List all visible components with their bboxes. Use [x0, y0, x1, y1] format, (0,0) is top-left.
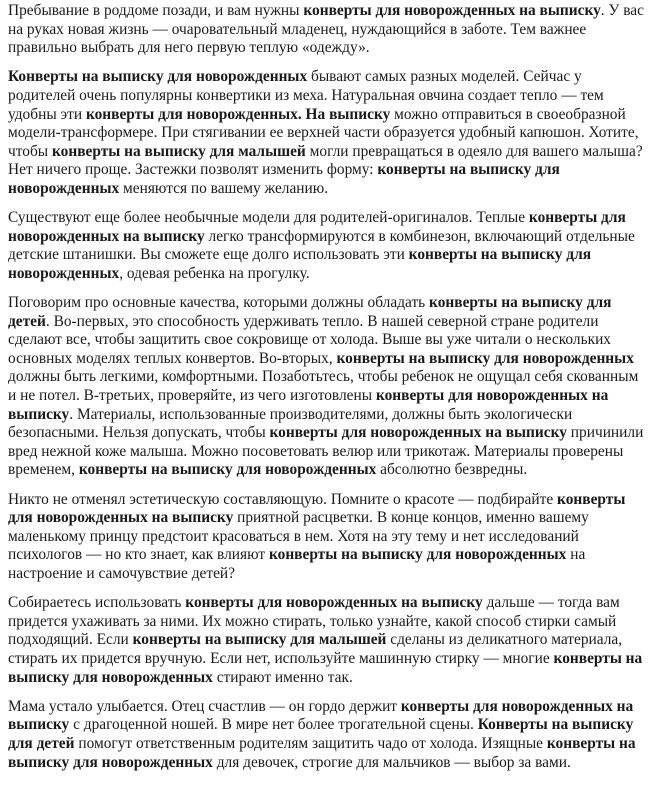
text-run: должны быть легкими, комфортными. Позаботьтесь, чтобы ребенок не ощущал себя скованным и не потел. В-третьих, проверяйте, из чего изготовлены	[8, 368, 639, 405]
text-run: сделаны из деликатного материала, стирать их придется вручную. Если нет, используйте машинную стирку — многие	[8, 631, 623, 667]
paragraph-6	[8, 594, 648, 687]
paragraph-4	[8, 294, 648, 480]
text-run: причинили вред нежной коже малыша. Можно посоветовать велюр или трикотаж. Материалы проверены временем,	[8, 424, 644, 479]
text-run: . Во-первых, это способность удерживать тепло. В нашей северной стране родители сделают все, чтобы защитить свое сокровище от холода. Выше вы уже читали о нескольких основных моделях теплых конвертов. Во-вторых,	[8, 312, 611, 367]
keyword-phrase: конверты для новорожденных на выписку	[8, 387, 609, 423]
keyword-phrase: конверты на выписку для новорожденных	[336, 349, 634, 367]
keyword-phrase: конверты для новорожденных на выписку	[269, 424, 567, 442]
keyword-phrase: конверты для новорожденных. На выписку	[85, 105, 391, 123]
keyword-phrase: конверты на выписку для новорожденных	[8, 734, 636, 771]
keyword-phrase: конверты для новорожденных на выписку	[303, 2, 601, 19]
keyword-phrase: конверты на выписку для малышей	[132, 631, 387, 649]
keyword-phrase: конверты на выписку для новорожденных	[8, 161, 560, 197]
text-run: , одевая ребенка на прогулку.	[119, 264, 310, 282]
text-run: на настроение и самочувствие детей?	[8, 546, 586, 582]
keyword-phrase: конверты на выписку для новорожденных	[268, 546, 567, 564]
keyword-phrase: Конверты на выписку для новорожденных	[8, 68, 308, 86]
keyword-phrase: конверты для новорожденных на выписку	[8, 209, 626, 245]
keyword-phrase: конверты на выписку для малышей	[51, 142, 306, 160]
paragraph-5	[8, 491, 648, 584]
text-run: абсолютно безвредны.	[376, 461, 528, 479]
text-run: с драгоценной ношей. В мире нет более трогательной сцены.	[69, 716, 478, 734]
text-run: Поговорим про основные качества, которыми должны обладать	[8, 294, 430, 312]
text-run: меняются по вашему желанию.	[119, 179, 329, 197]
keyword-phrase: конверты на выписку для новорожденных	[8, 649, 643, 686]
text-run: Мама устало улыбается. Отец счастлив — он гордо держит	[8, 697, 401, 715]
text-run: . Материалы, использованные производителями, должны быть экологически безопасными. Нельзя допускать, чтобы	[8, 405, 573, 442]
text-run: легко трансформируются в комбинезон, включающий отдельные детские штанишки. Вы сможете еще долго использовать эти	[8, 227, 635, 264]
text-run: Существуют еще более необычные модели для родителей-оригиналов. Теплые	[8, 209, 529, 227]
keyword-phrase: конверты на выписку для детей	[8, 294, 612, 330]
text-run: бывают самых разных моделей. Сейчас у родителей очень популярны конвертики из меха. Натуральная овчина создает тепло — тем удобны эти	[8, 68, 604, 123]
text-run: Собираетесь использовать	[8, 594, 186, 612]
text-run: дальше — тогда вам придется ухаживать за ними. Их можно стирать, только узнайте, какой способ стирки самый подходящий. Если	[8, 594, 620, 649]
text-run: помогут ответственным родителям защитить чадо от холода. Изящные	[74, 734, 547, 752]
keyword-phrase: конверты для новорожденных на выписку	[8, 697, 634, 734]
text-run: Пребывание в роддоме позади, и вам нужны	[8, 2, 304, 19]
paragraph-2	[8, 68, 648, 198]
text-run: Никто не отменял эстетическую составляющую. Помните о красоте — подбирайте	[8, 490, 558, 508]
keyword-phrase: конверты на выписку для новорожденных	[78, 461, 377, 479]
text-run: приятной расцветки. В конце концов, именно вашему маленькому принцу предстоит красоваться в нем. Хотя на эту тему и нет исследований психологов — но кто знает, как влияют	[8, 509, 589, 564]
keyword-phrase: конверты на выписку для новорожденных	[8, 246, 592, 282]
paragraph-3	[8, 209, 648, 283]
keyword-phrase: конверты для новорожденных на выписку	[8, 490, 626, 527]
text-run: . У вас на руках новая жизнь — очаровательный младенец, нуждающийся в заботе. Тем важнее правильно выбрать для него первую теплую «одежду».	[8, 2, 644, 57]
text-run: для девочек, строгие для мальчиков — выбор за вами.	[212, 753, 571, 771]
text-run: стирают именно так.	[212, 668, 353, 686]
text-run: можно отправиться в своеобразной модели-трансформере. При стягивании ее верхней части образуется удобный капюшон. Хотите, чтобы	[8, 105, 639, 160]
keyword-phrase: конверты для новорожденных на выписку	[185, 594, 483, 612]
paragraph-1	[8, 2, 648, 58]
text-run: могли превращаться в одеяло для вашего малыша? Нет ничего проще. Застежки позволят изменить форму:	[8, 142, 643, 179]
paragraph-7	[8, 698, 648, 772]
keyword-phrase: Конверты на выписку для детей	[8, 716, 634, 752]
